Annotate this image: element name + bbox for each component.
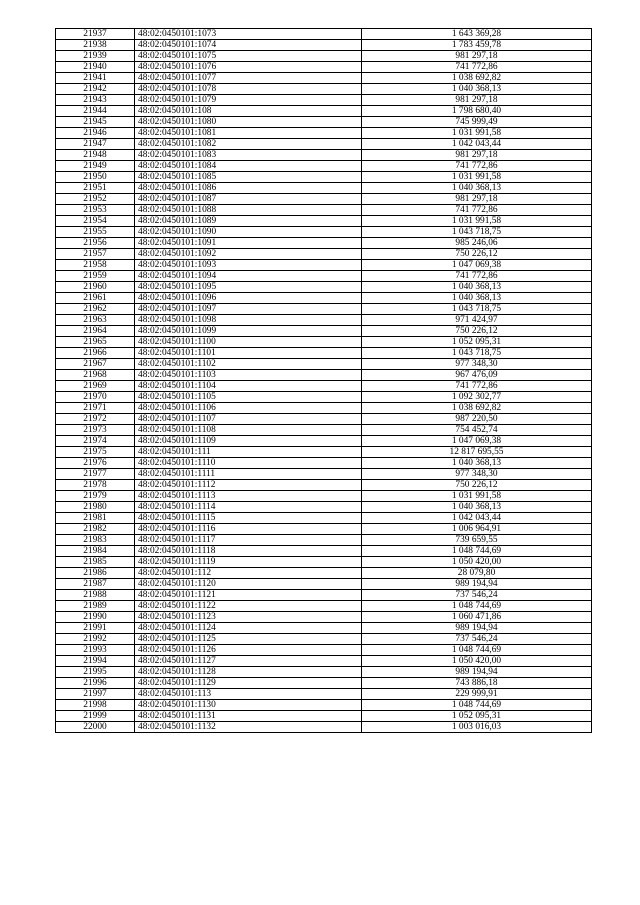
table-row xyxy=(56,535,592,546)
cadastral-number-cell: 48:02:0450101:1121 xyxy=(135,590,362,601)
table-row xyxy=(56,315,592,326)
cadastral-value-cell: 1 643 369,28 xyxy=(362,29,592,40)
cadastral-value-cell: 1 040 368,13 xyxy=(362,502,592,513)
row-number-cell: 21939 xyxy=(56,51,135,62)
table-row xyxy=(56,150,592,161)
cadastral-value-cell: 1 040 368,13 xyxy=(362,293,592,304)
table-row xyxy=(56,62,592,73)
table-row xyxy=(56,700,592,711)
row-number-cell: 21977 xyxy=(56,469,135,480)
table-row xyxy=(56,458,592,469)
cadastral-number-cell: 48:02:0450101:1093 xyxy=(135,260,362,271)
table-body xyxy=(56,29,592,733)
table-row xyxy=(56,161,592,172)
cadastral-value-cell: 750 226,12 xyxy=(362,249,592,260)
cadastral-number-cell: 48:02:0450101:1082 xyxy=(135,139,362,150)
cadastral-number-cell: 48:02:0450101:1096 xyxy=(135,293,362,304)
cadastral-number-cell: 48:02:0450101:1084 xyxy=(135,161,362,172)
row-number-cell: 21937 xyxy=(56,29,135,40)
table-row xyxy=(56,29,592,40)
table-row xyxy=(56,667,592,678)
cadastral-value-cell: 967 476,09 xyxy=(362,370,592,381)
table-row xyxy=(56,689,592,700)
cadastral-value-cell: 1 040 368,13 xyxy=(362,282,592,293)
cadastral-value-cell: 737 546,24 xyxy=(362,590,592,601)
cadastral-value-cell: 989 194,94 xyxy=(362,667,592,678)
table-row xyxy=(56,381,592,392)
cadastral-number-cell: 48:02:0450101:1128 xyxy=(135,667,362,678)
cadastral-number-cell: 48:02:0450101:1085 xyxy=(135,172,362,183)
row-number-cell: 21966 xyxy=(56,348,135,359)
cadastral-number-cell: 48:02:0450101:1107 xyxy=(135,414,362,425)
cadastral-number-cell: 48:02:0450101:1088 xyxy=(135,205,362,216)
cadastral-number-cell: 48:02:0450101:113 xyxy=(135,689,362,700)
cadastral-number-cell: 48:02:0450101:1117 xyxy=(135,535,362,546)
row-number-cell: 21938 xyxy=(56,40,135,51)
row-number-cell: 21969 xyxy=(56,381,135,392)
cadastral-value-cell: 1 092 302,77 xyxy=(362,392,592,403)
cadastral-number-cell: 48:02:0450101:1112 xyxy=(135,480,362,491)
cadastral-value-cell: 1 038 692,82 xyxy=(362,73,592,84)
cadastral-value-cell: 12 817 695,55 xyxy=(362,447,592,458)
table-row xyxy=(56,513,592,524)
cadastral-number-cell: 48:02:0450101:1127 xyxy=(135,656,362,667)
table-row xyxy=(56,106,592,117)
cadastral-value-cell: 1 040 368,13 xyxy=(362,183,592,194)
table-row xyxy=(56,238,592,249)
row-number-cell: 21970 xyxy=(56,392,135,403)
table-row xyxy=(56,447,592,458)
table-row xyxy=(56,645,592,656)
cadastral-value-cell: 1 060 471,86 xyxy=(362,612,592,623)
cadastral-number-cell: 48:02:0450101:1118 xyxy=(135,546,362,557)
cadastral-number-cell: 48:02:0450101:1105 xyxy=(135,392,362,403)
table-row xyxy=(56,403,592,414)
cadastral-number-cell: 48:02:0450101:1120 xyxy=(135,579,362,590)
row-number-cell: 21982 xyxy=(56,524,135,535)
row-number-cell: 21950 xyxy=(56,172,135,183)
row-number-cell: 21945 xyxy=(56,117,135,128)
cadastral-value-cell: 1 043 718,75 xyxy=(362,227,592,238)
row-number-cell: 21971 xyxy=(56,403,135,414)
cadastral-value-cell: 741 772,86 xyxy=(362,381,592,392)
table-row xyxy=(56,293,592,304)
cadastral-number-cell: 48:02:0450101:1125 xyxy=(135,634,362,645)
row-number-cell: 21978 xyxy=(56,480,135,491)
row-number-cell: 21989 xyxy=(56,601,135,612)
row-number-cell: 21943 xyxy=(56,95,135,106)
table-row xyxy=(56,425,592,436)
cadastral-number-cell: 48:02:0450101:1129 xyxy=(135,678,362,689)
row-number-cell: 21984 xyxy=(56,546,135,557)
row-number-cell: 21942 xyxy=(56,84,135,95)
table-row xyxy=(56,524,592,535)
cadastral-number-cell: 48:02:0450101:1101 xyxy=(135,348,362,359)
table-row xyxy=(56,271,592,282)
cadastral-number-cell: 48:02:0450101:1116 xyxy=(135,524,362,535)
table-row xyxy=(56,183,592,194)
cadastral-number-cell: 48:02:0450101:1094 xyxy=(135,271,362,282)
cadastral-value-cell: 985 246,06 xyxy=(362,238,592,249)
row-number-cell: 21968 xyxy=(56,370,135,381)
cadastral-number-cell: 48:02:0450101:1114 xyxy=(135,502,362,513)
cadastral-value-cell: 1 042 043,44 xyxy=(362,513,592,524)
table-row xyxy=(56,249,592,260)
cadastral-value-cell: 750 226,12 xyxy=(362,480,592,491)
table-row xyxy=(56,656,592,667)
table-row xyxy=(56,216,592,227)
cadastral-value-cell: 1 047 069,38 xyxy=(362,260,592,271)
table-row xyxy=(56,117,592,128)
table-row xyxy=(56,227,592,238)
table-row xyxy=(56,590,592,601)
row-number-cell: 21987 xyxy=(56,579,135,590)
cadastral-number-cell: 48:02:0450101:1130 xyxy=(135,700,362,711)
cadastral-value-cell: 737 546,24 xyxy=(362,634,592,645)
row-number-cell: 21944 xyxy=(56,106,135,117)
cadastral-number-cell: 48:02:0450101:1113 xyxy=(135,491,362,502)
table-row xyxy=(56,205,592,216)
row-number-cell: 21994 xyxy=(56,656,135,667)
cadastral-value-cell: 1 003 016,03 xyxy=(362,722,592,733)
row-number-cell: 21961 xyxy=(56,293,135,304)
cadastral-number-cell: 48:02:0450101:1090 xyxy=(135,227,362,238)
row-number-cell: 21963 xyxy=(56,315,135,326)
cadastral-value-cell: 1 031 991,58 xyxy=(362,216,592,227)
table-row xyxy=(56,337,592,348)
row-number-cell: 21953 xyxy=(56,205,135,216)
cadastral-value-cell: 229 999,91 xyxy=(362,689,592,700)
cadastral-number-cell: 48:02:0450101:1111 xyxy=(135,469,362,480)
cadastral-value-cell: 1 040 368,13 xyxy=(362,84,592,95)
cadastral-number-cell: 48:02:0450101:1099 xyxy=(135,326,362,337)
table-row xyxy=(56,502,592,513)
table-row xyxy=(56,436,592,447)
row-number-cell: 21941 xyxy=(56,73,135,84)
row-number-cell: 21990 xyxy=(56,612,135,623)
row-number-cell: 21996 xyxy=(56,678,135,689)
row-number-cell: 21956 xyxy=(56,238,135,249)
cadastral-number-cell: 48:02:0450101:111 xyxy=(135,447,362,458)
table-row xyxy=(56,348,592,359)
cadastral-number-cell: 48:02:0450101:1109 xyxy=(135,436,362,447)
row-number-cell: 21997 xyxy=(56,689,135,700)
cadastral-value-cell: 1 047 069,38 xyxy=(362,436,592,447)
table-row xyxy=(56,634,592,645)
table-row xyxy=(56,359,592,370)
row-number-cell: 21947 xyxy=(56,139,135,150)
cadastral-value-cell: 28 079,80 xyxy=(362,568,592,579)
cadastral-number-cell: 48:02:0450101:1078 xyxy=(135,84,362,95)
table-row xyxy=(56,722,592,733)
cadastral-value-cell: 971 424,97 xyxy=(362,315,592,326)
cadastral-value-cell: 1 006 964,91 xyxy=(362,524,592,535)
table-row xyxy=(56,557,592,568)
row-number-cell: 21991 xyxy=(56,623,135,634)
row-number-cell: 21960 xyxy=(56,282,135,293)
cadastral-number-cell: 48:02:0450101:1102 xyxy=(135,359,362,370)
cadastral-number-cell: 48:02:0450101:1077 xyxy=(135,73,362,84)
table-row xyxy=(56,40,592,51)
row-number-cell: 21993 xyxy=(56,645,135,656)
table-row xyxy=(56,480,592,491)
cadastral-number-cell: 48:02:0450101:1087 xyxy=(135,194,362,205)
table-row xyxy=(56,51,592,62)
table-row xyxy=(56,711,592,722)
cadastral-number-cell: 48:02:0450101:1081 xyxy=(135,128,362,139)
cadastral-value-cell: 1 048 744,69 xyxy=(362,645,592,656)
cadastral-value-cell: 741 772,86 xyxy=(362,62,592,73)
cadastral-value-cell: 989 194,94 xyxy=(362,579,592,590)
cadastral-number-cell: 48:02:0450101:1106 xyxy=(135,403,362,414)
cadastral-value-cell: 1 050 420,00 xyxy=(362,557,592,568)
table-row xyxy=(56,370,592,381)
cadastral-value-cell: 1 031 991,58 xyxy=(362,491,592,502)
table-row xyxy=(56,84,592,95)
table-row xyxy=(56,326,592,337)
table-row xyxy=(56,139,592,150)
cadastral-value-cell: 1 031 991,58 xyxy=(362,128,592,139)
table-row xyxy=(56,95,592,106)
table-row xyxy=(56,491,592,502)
row-number-cell: 21954 xyxy=(56,216,135,227)
table-row xyxy=(56,73,592,84)
row-number-cell: 21952 xyxy=(56,194,135,205)
cadastral-number-cell: 48:02:0450101:1108 xyxy=(135,425,362,436)
row-number-cell: 21972 xyxy=(56,414,135,425)
cadastral-value-cell: 741 772,86 xyxy=(362,271,592,282)
table-row xyxy=(56,304,592,315)
row-number-cell: 21948 xyxy=(56,150,135,161)
row-number-cell: 21955 xyxy=(56,227,135,238)
cadastral-value-cell: 1 038 692,82 xyxy=(362,403,592,414)
row-number-cell: 21975 xyxy=(56,447,135,458)
cadastral-value-cell: 981 297,18 xyxy=(362,194,592,205)
cadastral-value-cell: 977 348,30 xyxy=(362,469,592,480)
row-number-cell: 21995 xyxy=(56,667,135,678)
row-number-cell: 21962 xyxy=(56,304,135,315)
cadastral-number-cell: 48:02:0450101:1073 xyxy=(135,29,362,40)
cadastral-value-cell: 1 050 420,00 xyxy=(362,656,592,667)
row-number-cell: 21949 xyxy=(56,161,135,172)
table-row xyxy=(56,579,592,590)
cadastral-value-cell: 1 043 718,75 xyxy=(362,348,592,359)
cadastral-number-cell: 48:02:0450101:1089 xyxy=(135,216,362,227)
row-number-cell: 21940 xyxy=(56,62,135,73)
row-number-cell: 21958 xyxy=(56,260,135,271)
cadastral-number-cell: 48:02:0450101:1103 xyxy=(135,370,362,381)
row-number-cell: 21974 xyxy=(56,436,135,447)
row-number-cell: 21980 xyxy=(56,502,135,513)
cadastral-number-cell: 48:02:0450101:1122 xyxy=(135,601,362,612)
cadastral-value-table xyxy=(55,28,592,733)
table-row xyxy=(56,282,592,293)
cadastral-value-cell: 741 772,86 xyxy=(362,205,592,216)
row-number-cell: 21979 xyxy=(56,491,135,502)
row-number-cell: 21999 xyxy=(56,711,135,722)
row-number-cell: 21964 xyxy=(56,326,135,337)
cadastral-value-cell: 1 783 459,78 xyxy=(362,40,592,51)
table-row xyxy=(56,172,592,183)
row-number-cell: 21957 xyxy=(56,249,135,260)
table-row xyxy=(56,546,592,557)
table-row xyxy=(56,612,592,623)
cadastral-number-cell: 48:02:0450101:1110 xyxy=(135,458,362,469)
cadastral-number-cell: 48:02:0450101:1074 xyxy=(135,40,362,51)
cadastral-value-cell: 741 772,86 xyxy=(362,161,592,172)
cadastral-number-cell: 48:02:0450101:1080 xyxy=(135,117,362,128)
cadastral-value-cell: 1 048 744,69 xyxy=(362,601,592,612)
row-number-cell: 21992 xyxy=(56,634,135,645)
row-number-cell: 21986 xyxy=(56,568,135,579)
cadastral-number-cell: 48:02:0450101:1100 xyxy=(135,337,362,348)
row-number-cell: 21967 xyxy=(56,359,135,370)
cadastral-value-cell: 739 659,55 xyxy=(362,535,592,546)
cadastral-value-cell: 1 798 680,40 xyxy=(362,106,592,117)
row-number-cell: 21998 xyxy=(56,700,135,711)
table-row xyxy=(56,414,592,425)
table-row xyxy=(56,128,592,139)
row-number-cell: 21951 xyxy=(56,183,135,194)
cadastral-value-cell: 754 452,74 xyxy=(362,425,592,436)
cadastral-value-cell: 1 040 368,13 xyxy=(362,458,592,469)
cadastral-number-cell: 48:02:0450101:1086 xyxy=(135,183,362,194)
cadastral-number-cell: 48:02:0450101:1076 xyxy=(135,62,362,73)
cadastral-value-cell: 1 043 718,75 xyxy=(362,304,592,315)
table-row xyxy=(56,678,592,689)
cadastral-value-cell: 989 194,94 xyxy=(362,623,592,634)
table-row xyxy=(56,469,592,480)
row-number-cell: 21985 xyxy=(56,557,135,568)
cadastral-number-cell: 48:02:0450101:1126 xyxy=(135,645,362,656)
row-number-cell: 21973 xyxy=(56,425,135,436)
cadastral-number-cell: 48:02:0450101:1098 xyxy=(135,315,362,326)
cadastral-value-cell: 1 052 095,31 xyxy=(362,337,592,348)
cadastral-number-cell: 48:02:0450101:1095 xyxy=(135,282,362,293)
cadastral-value-cell: 750 226,12 xyxy=(362,326,592,337)
cadastral-value-cell: 745 999,49 xyxy=(362,117,592,128)
cadastral-number-cell: 48:02:0450101:1092 xyxy=(135,249,362,260)
table-row xyxy=(56,601,592,612)
cadastral-number-cell: 48:02:0450101:1075 xyxy=(135,51,362,62)
row-number-cell: 22000 xyxy=(56,722,135,733)
cadastral-number-cell: 48:02:0450101:1131 xyxy=(135,711,362,722)
cadastral-value-cell: 743 886,18 xyxy=(362,678,592,689)
cadastral-value-cell: 987 220,50 xyxy=(362,414,592,425)
cadastral-number-cell: 48:02:0450101:1123 xyxy=(135,612,362,623)
row-number-cell: 21959 xyxy=(56,271,135,282)
cadastral-number-cell: 48:02:0450101:1119 xyxy=(135,557,362,568)
cadastral-value-cell: 1 042 043,44 xyxy=(362,139,592,150)
cadastral-value-cell: 1 048 744,69 xyxy=(362,700,592,711)
row-number-cell: 21976 xyxy=(56,458,135,469)
cadastral-number-cell: 48:02:0450101:1115 xyxy=(135,513,362,524)
cadastral-number-cell: 48:02:0450101:1097 xyxy=(135,304,362,315)
cadastral-number-cell: 48:02:0450101:112 xyxy=(135,568,362,579)
cadastral-value-cell: 981 297,18 xyxy=(362,95,592,106)
cadastral-value-cell: 1 052 095,31 xyxy=(362,711,592,722)
cadastral-value-cell: 1 031 991,58 xyxy=(362,172,592,183)
table-row xyxy=(56,392,592,403)
row-number-cell: 21981 xyxy=(56,513,135,524)
cadastral-number-cell: 48:02:0450101:1124 xyxy=(135,623,362,634)
cadastral-value-cell: 981 297,18 xyxy=(362,150,592,161)
cadastral-number-cell: 48:02:0450101:1091 xyxy=(135,238,362,249)
row-number-cell: 21946 xyxy=(56,128,135,139)
cadastral-value-cell: 1 048 744,69 xyxy=(362,546,592,557)
row-number-cell: 21965 xyxy=(56,337,135,348)
cadastral-value-cell: 981 297,18 xyxy=(362,51,592,62)
table-row xyxy=(56,194,592,205)
cadastral-number-cell: 48:02:0450101:1083 xyxy=(135,150,362,161)
cadastral-number-cell: 48:02:0450101:1132 xyxy=(135,722,362,733)
cadastral-value-cell: 977 348,30 xyxy=(362,359,592,370)
cadastral-number-cell: 48:02:0450101:108 xyxy=(135,106,362,117)
table-row xyxy=(56,260,592,271)
cadastral-number-cell: 48:02:0450101:1079 xyxy=(135,95,362,106)
row-number-cell: 21983 xyxy=(56,535,135,546)
table-row xyxy=(56,623,592,634)
table-row xyxy=(56,568,592,579)
row-number-cell: 21988 xyxy=(56,590,135,601)
cadastral-number-cell: 48:02:0450101:1104 xyxy=(135,381,362,392)
